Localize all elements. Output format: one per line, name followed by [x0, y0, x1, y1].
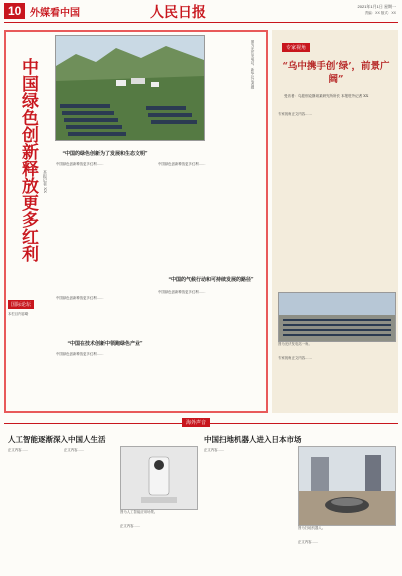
- bottom-left-text-3: 正文内容……: [120, 524, 141, 528]
- body-column-5: 中国绿色创新释放更多红利……: [56, 352, 104, 356]
- dateline: 2021年1月1日 星期一: [357, 4, 396, 9]
- sidebar-tag: 国际论坛: [8, 300, 34, 309]
- bottom-left-caption: 图为人工智能应用场景。: [120, 510, 158, 514]
- editors-line: 责编：XX 版式：XX: [364, 11, 396, 15]
- bottom-left-headline: 人工智能逐渐深入中国人生活: [8, 435, 106, 444]
- main-byline: 本报记者 XX: [43, 170, 48, 193]
- bottom-right-headline: 中国扫地机器人进入日本市场: [204, 435, 302, 444]
- solar-field-photo: [278, 292, 396, 342]
- bottom-right-caption: 图为扫地机器人。: [298, 526, 326, 530]
- subhead-2: “中国在技术创新中领跑绿色产业”: [67, 341, 143, 347]
- subhead-3: “中国的气候行动和可持续发展的路径”: [168, 277, 254, 283]
- bottom-left-text-1: 正文内容……: [8, 448, 29, 452]
- body-column-3: 中国绿色创新释放更多红利……: [158, 290, 206, 294]
- photo-caption: 图为光伏发电站。新华社记者摄: [251, 40, 255, 89]
- masthead-logo: 人民日报: [150, 5, 206, 21]
- section-title: 外媒看中国: [30, 8, 80, 19]
- body-column-2: 中国绿色创新释放更多红利……: [158, 162, 206, 166]
- bottom-right-text-1: 正文内容……: [204, 448, 225, 452]
- header-rule: [4, 22, 398, 23]
- landscape-photo: [55, 35, 205, 141]
- bottom-tag: 海外声音: [182, 418, 210, 427]
- bottom-left-text-2: 正文内容……: [64, 448, 85, 452]
- expert-tag: 专家视角: [282, 43, 310, 52]
- page-header: [0, 0, 402, 26]
- body-column-4: 中国绿色创新释放更多红利……: [56, 296, 104, 300]
- robot-vacuum-photo: [298, 446, 396, 526]
- main-headline: 中国绿色创新释放更多红利: [18, 58, 38, 262]
- page-number: 10: [4, 3, 25, 19]
- expert-headline: “乌中携手创‘绿’，前景广阔”: [282, 61, 390, 85]
- expert-byline: 受访者：乌兹别克斯坦某研究所所长 本报驻外记者 XX: [284, 94, 369, 98]
- expert-body: 专家视角正文内容……: [278, 112, 312, 116]
- body-column-1: 中国绿色创新释放更多红利……: [56, 162, 104, 166]
- expert-photo-caption: 图为光伏发电站一角。: [278, 342, 312, 346]
- subhead-1: “中国的绿色创新为了发展和生态文明”: [62, 151, 148, 157]
- expert-body-2: 专家视角正文内容……: [278, 356, 312, 360]
- sidebar-text: 本栏目内容略: [8, 312, 29, 316]
- ai-robot-photo: [120, 446, 198, 510]
- bottom-right-text-2: 正文内容……: [298, 540, 319, 544]
